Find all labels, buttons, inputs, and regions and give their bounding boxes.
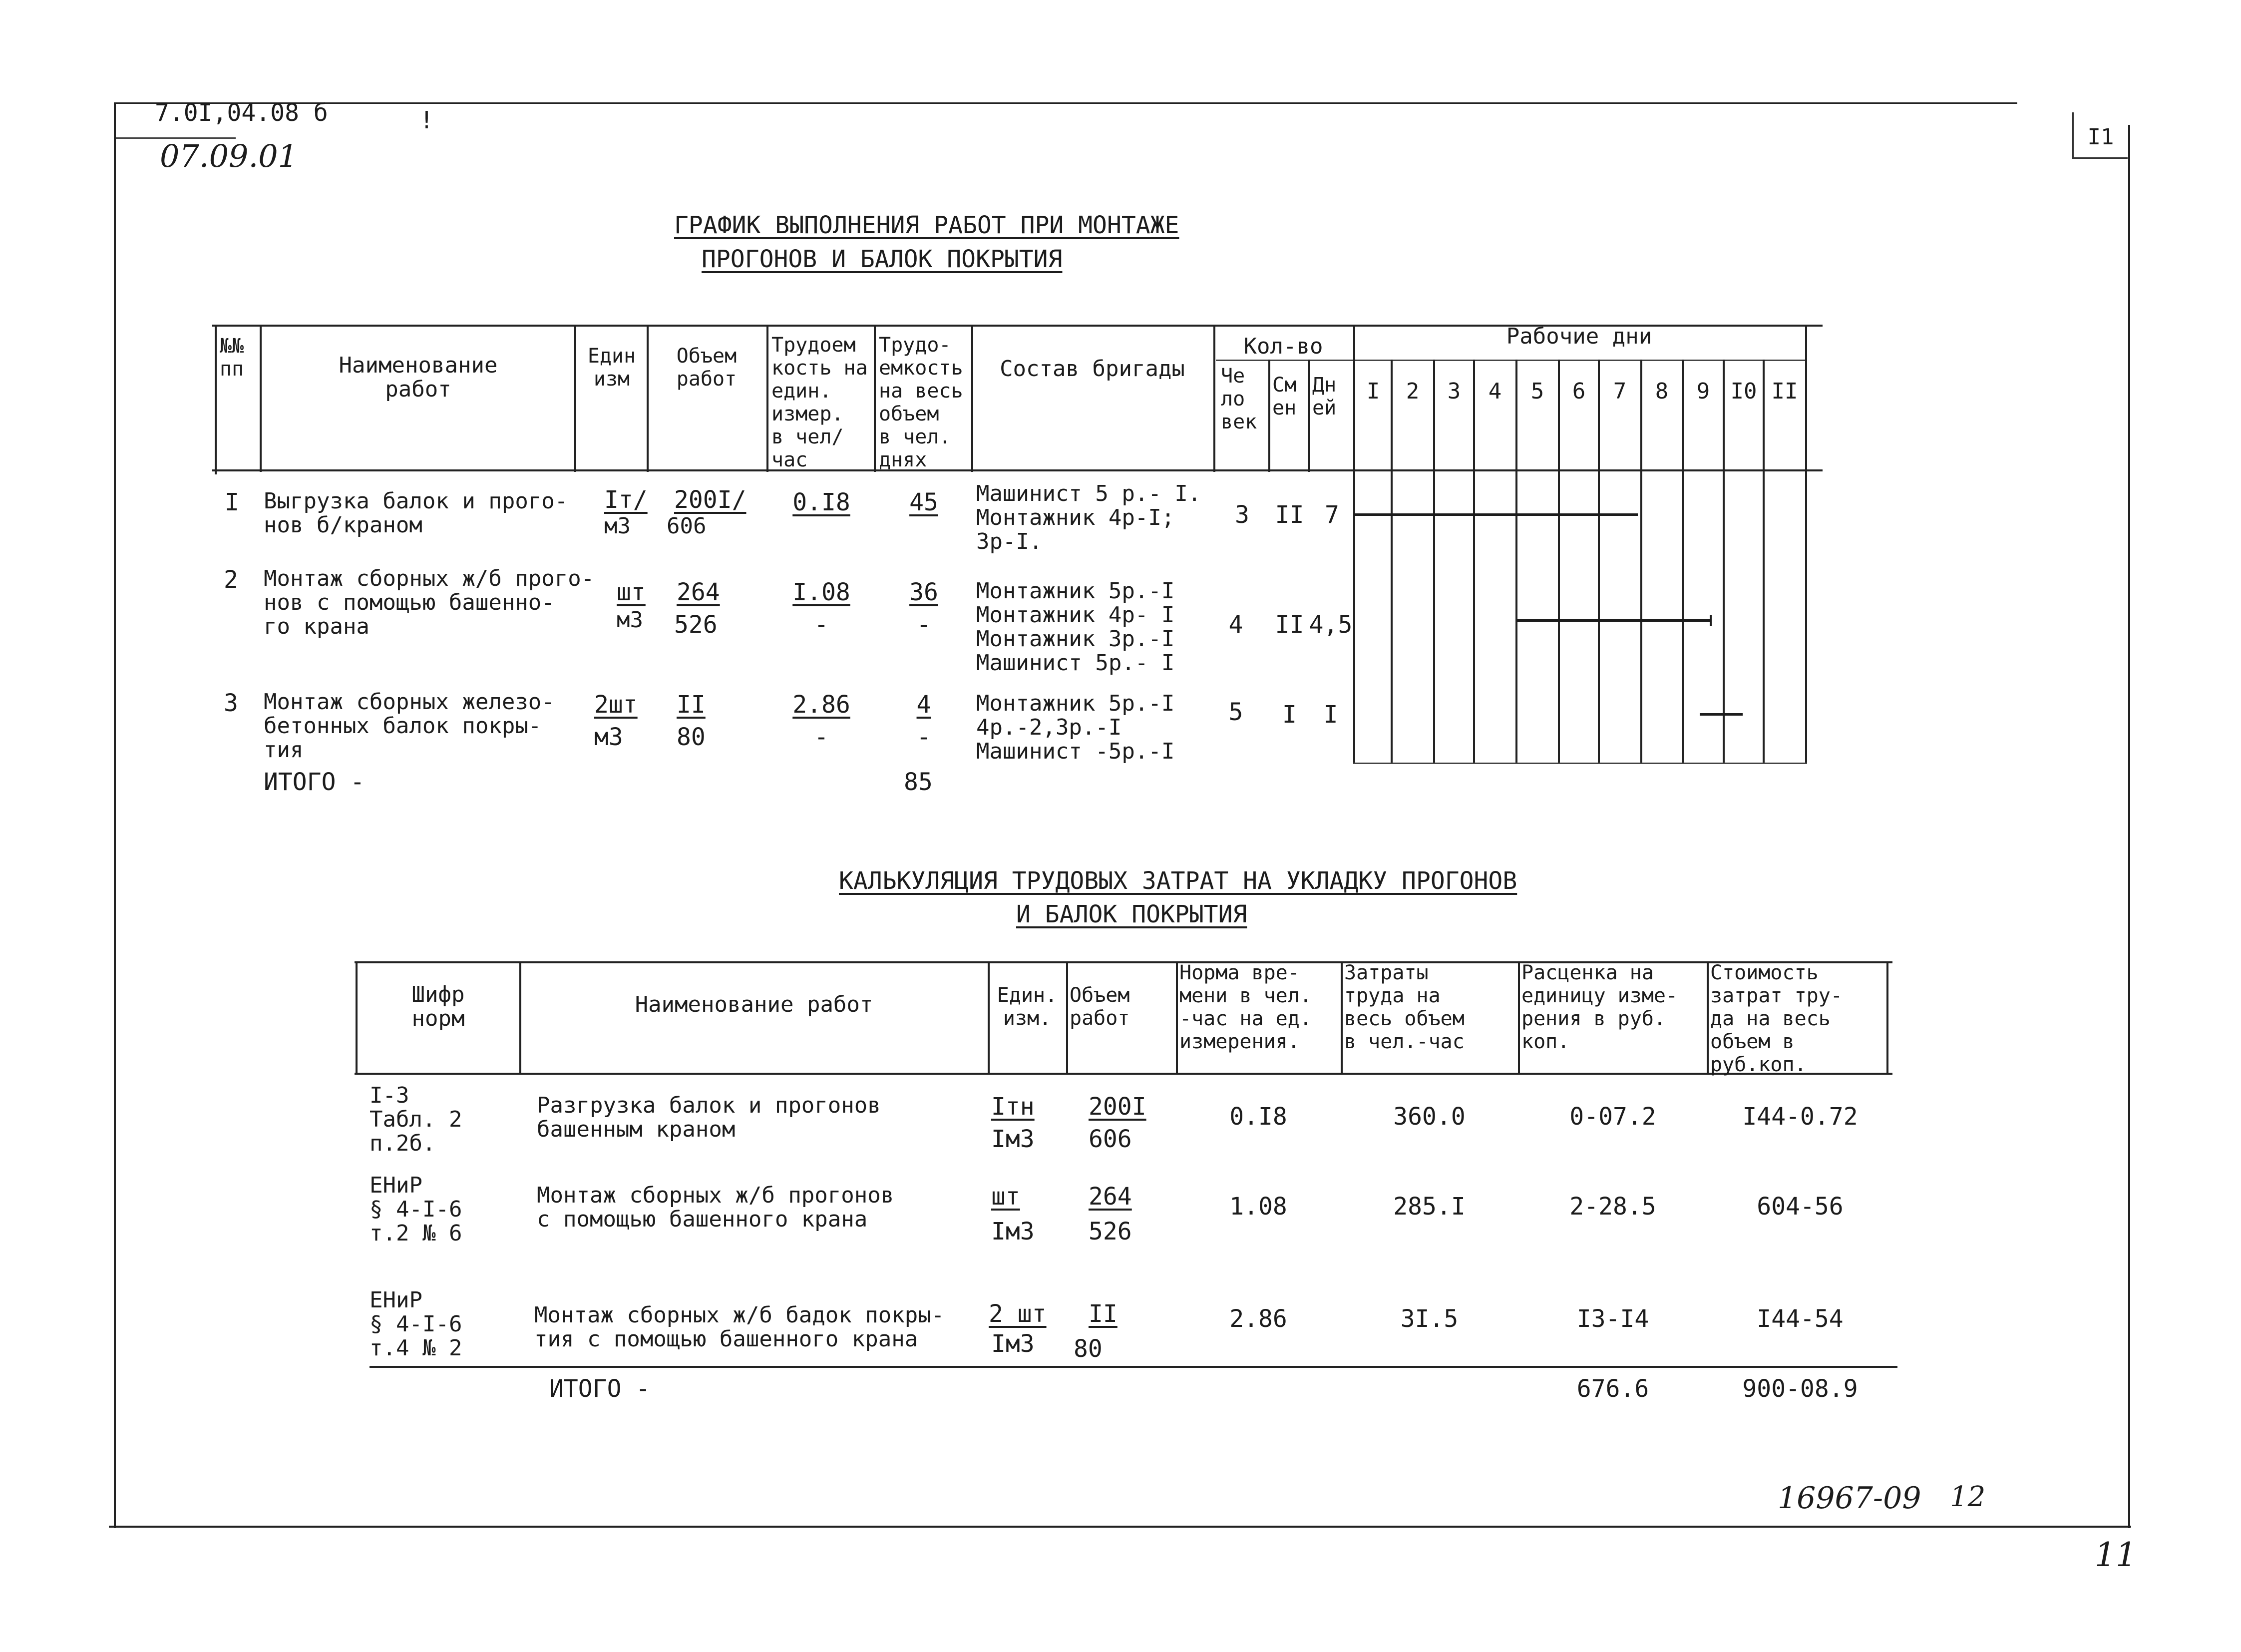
day-number: 3 xyxy=(1447,379,1461,404)
calc-row-volume-top: II xyxy=(1089,1300,1118,1328)
day-number: 6 xyxy=(1572,379,1586,404)
row-labor-total-bottom: - xyxy=(916,723,931,751)
row-days: 4,5 xyxy=(1309,611,1353,639)
row-work-name: Монтаж сборных железо- бетонных балок покры- тия xyxy=(264,689,555,763)
document-code: 7.0I,04.08 б xyxy=(155,99,328,127)
calc-row-norm: 2.86 xyxy=(1229,1305,1287,1333)
day-number: II xyxy=(1771,379,1798,404)
calc-row-unit-bottom: Iм3 xyxy=(991,1125,1035,1153)
row-labor-unit: 2.86 xyxy=(792,691,850,719)
col-header-volume: Объем работ xyxy=(676,345,737,391)
row-unit-bottom: м3 xyxy=(594,723,623,751)
row-work-name: Выгрузка балок и прого- нов б/краном xyxy=(264,488,568,538)
margin-mark: ! xyxy=(419,106,434,134)
document-date: 07.09.01 xyxy=(160,138,298,174)
row-unit-bottom: м3 xyxy=(604,513,631,539)
calc-row-code: ЕНиР § 4-I-6 т.4 № 2 xyxy=(370,1287,462,1361)
calc-row-unit-top: 2 шт xyxy=(989,1300,1047,1328)
day-number: 7 xyxy=(1613,379,1627,404)
day-number: I xyxy=(1366,379,1380,404)
calc-row-unit-bottom: Iм3 xyxy=(991,1330,1035,1358)
row-labor-total-bottom: - xyxy=(916,611,931,639)
calc-header-norm: Норма вре- мени в чел. -час на ед. измерения. xyxy=(1179,961,1312,1053)
calc-row-unit-top: шт xyxy=(991,1183,1020,1211)
calc-row-name: Монтаж сборных ж/б бадок покры- тия с помощью башенного крана xyxy=(534,1302,945,1352)
page-number: 11 xyxy=(2095,1536,2137,1574)
day-number: 5 xyxy=(1530,379,1544,404)
calc-row-norm: 0.I8 xyxy=(1229,1103,1287,1131)
row-people: 4 xyxy=(1228,611,1243,639)
calc-total-rate: 676.6 xyxy=(1576,1375,1649,1403)
day-number: 9 xyxy=(1696,379,1710,404)
col-header-labor-unit: Трудоем кость на един. измер. в чел/ час xyxy=(771,334,868,471)
col-header-days: Дн ей xyxy=(1312,374,1337,419)
calc-title-line2: И БАЛОК ПОКРЫТИЯ xyxy=(1016,900,1247,928)
calc-row-unit-top: Iтн xyxy=(991,1093,1035,1121)
calc-row-cost: 604-56 xyxy=(1757,1193,1844,1221)
calc-row-labor: 3I.5 xyxy=(1400,1305,1459,1333)
calc-header-unit: Един. изм. xyxy=(997,984,1058,1030)
row-number: I xyxy=(225,488,239,516)
day-number: 8 xyxy=(1655,379,1669,404)
row-volume-top: II xyxy=(677,691,706,719)
col-header-shifts: См ен xyxy=(1272,374,1297,419)
row-unit-top: шт xyxy=(617,578,646,606)
calc-row-code: I-3 Табл. 2 п.2б. xyxy=(370,1083,462,1156)
gantt-bar-row2-end xyxy=(1710,615,1712,626)
calc-row-labor: 285.I xyxy=(1393,1193,1466,1221)
day-number: 2 xyxy=(1406,379,1420,404)
row-unit-top: Iт/ xyxy=(604,486,648,514)
row-unit-top: 2шт xyxy=(594,691,638,719)
row-volume-bottom: 80 xyxy=(677,723,706,751)
row-days: 7 xyxy=(1325,501,1339,529)
calc-row-cost: I44-54 xyxy=(1757,1305,1844,1333)
row-volume-top: 264 xyxy=(677,578,720,606)
gantt-bar-row1 xyxy=(1354,513,1638,516)
row-work-name: Монтаж сборных ж/б прого- нов с помощью башенно- го крана xyxy=(264,566,595,639)
row-brigade: Машинист 5 р.- I. Монтажник 4р-I; 3р-I. xyxy=(976,481,1201,554)
row-shifts: II xyxy=(1275,501,1304,529)
calc-total-label: ИТОГО - xyxy=(549,1375,651,1403)
col-header-qty: Кол-во xyxy=(1243,334,1323,359)
col-header-unit: Един изм xyxy=(587,345,636,391)
col-header-working-days: Рабочие дни xyxy=(1506,324,1652,349)
row-people: 5 xyxy=(1228,698,1243,726)
calc-row-rate: 2-28.5 xyxy=(1569,1193,1656,1221)
calc-row-volume-top: 200I xyxy=(1089,1093,1146,1121)
calc-row-volume-bottom: 80 xyxy=(1074,1335,1103,1363)
col-header-labor-total: Трудо- емкость на весь объем в чел. днях xyxy=(879,334,963,471)
calc-row-name: Разгрузка балок и прогонов башенным краном xyxy=(537,1093,881,1142)
calc-row-volume-bottom: 526 xyxy=(1089,1218,1132,1245)
row-labor-total: 36 xyxy=(909,578,938,606)
col-header-number: №№ пп xyxy=(220,335,244,381)
calc-header-labor: Затраты труда на весь объем в чел.-час xyxy=(1344,961,1465,1053)
row-unit-bottom: м3 xyxy=(617,607,643,633)
row-people: 3 xyxy=(1235,501,1249,529)
calc-header-total-cost: Стоимость затрат тру- да на весь объем в руб.коп. xyxy=(1710,961,1843,1076)
schedule-title-line2: ПРОГОНОВ И БАЛОК ПОКРЫТИЯ xyxy=(702,245,1063,273)
row-labor-unit: I.08 xyxy=(792,578,850,606)
calc-title-line1: КАЛЬКУЛЯЦИЯ ТРУДОВЫХ ЗАТРАТ НА УКЛАДКУ ПРОГОНОВ xyxy=(839,867,1517,895)
row-number: 2 xyxy=(224,566,238,594)
row-labor-unit-bottom: - xyxy=(814,723,829,751)
row-number: 3 xyxy=(224,689,238,717)
archive-stamp: 16967-09 xyxy=(1778,1481,1921,1516)
calc-total-cost: 900-08.9 xyxy=(1742,1375,1858,1403)
day-number: 4 xyxy=(1488,379,1502,404)
row-shifts: I xyxy=(1282,701,1297,729)
schedule-total-label: ИТОГО - xyxy=(264,768,365,796)
schedule-total-value: 85 xyxy=(904,768,933,796)
col-header-people: Че ло век xyxy=(1221,365,1257,433)
sheet-mark: 12 xyxy=(1950,1481,1986,1513)
row-brigade: Монтажник 5р.-I Монтажник 4р- I Монтажник 3р.-I Машинист 5р.- I xyxy=(976,578,1175,676)
gantt-bar-row3 xyxy=(1700,713,1743,716)
sheet-box-label: I1 xyxy=(2087,124,2114,150)
calc-row-cost: I44-0.72 xyxy=(1742,1103,1858,1131)
row-labor-unit-bottom: - xyxy=(814,611,829,639)
row-volume-bottom: 526 xyxy=(674,611,718,639)
row-labor-total: 4 xyxy=(916,691,931,719)
gantt-bar-row2 xyxy=(1517,619,1712,622)
calc-row-labor: 360.0 xyxy=(1393,1103,1466,1131)
row-days: I xyxy=(1323,701,1338,729)
row-labor-total: 45 xyxy=(909,488,938,516)
row-volume-bottom: 606 xyxy=(667,513,707,539)
calc-header-volume: Объем работ xyxy=(1070,984,1130,1030)
calc-row-unit-bottom: Iм3 xyxy=(991,1218,1035,1245)
calc-row-rate: I3-I4 xyxy=(1576,1305,1649,1333)
schedule-title-line1: ГРАФИК ВЫПОЛНЕНИЯ РАБОТ ПРИ МОНТАЖЕ xyxy=(674,211,1179,239)
calc-row-volume-top: 264 xyxy=(1089,1183,1132,1211)
row-shifts: II xyxy=(1275,611,1304,639)
row-volume-top: 200I/ xyxy=(674,486,747,514)
calc-header-name: Наименование работ xyxy=(635,992,873,1017)
col-header-brigade: Состав бригады xyxy=(1000,356,1185,382)
calc-row-norm: 1.08 xyxy=(1229,1193,1287,1221)
col-header-name: Наименование работ xyxy=(339,353,498,402)
row-labor-unit: 0.I8 xyxy=(792,488,850,516)
calc-row-code: ЕНиР § 4-I-6 т.2 № 6 xyxy=(370,1173,462,1246)
day-number: I0 xyxy=(1730,379,1757,404)
sheet-box xyxy=(2072,112,2128,159)
calc-row-rate: 0-07.2 xyxy=(1569,1103,1656,1131)
calc-row-name: Монтаж сборных ж/б прогонов с помощью башенного крана xyxy=(537,1183,894,1232)
calc-row-volume-bottom: 606 xyxy=(1089,1125,1132,1153)
row-brigade: Монтажник 5р.-I 4р.-2,3р.-I Машинист -5р.-I xyxy=(976,691,1175,764)
calc-header-code: Шифр норм xyxy=(411,982,465,1031)
calc-header-rate: Расценка на единицу изме- рения в руб. коп. xyxy=(1521,961,1678,1053)
